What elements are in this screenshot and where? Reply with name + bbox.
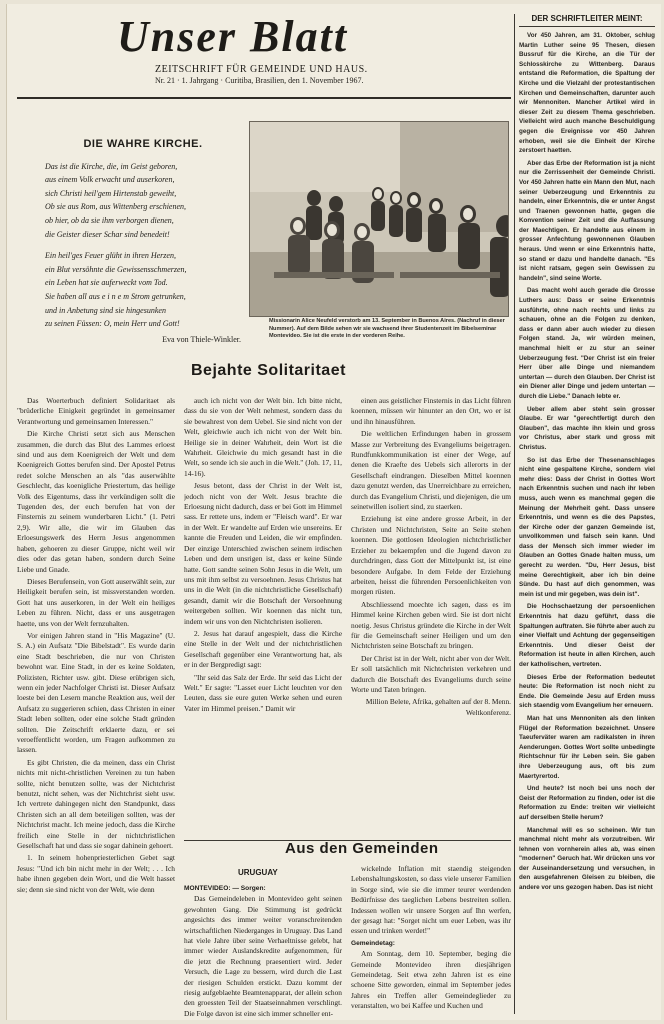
gemeinden-column-1 (184, 884, 342, 1020)
paragraph: Jesus betont, dass der Christ in der Welt ist, jedoch nicht von der Welt. Jesus brachte die Erloesung nicht dadurch, dass er bei Gott im Himmel sass. Er rettete uns, indem er "Fleisch ward". Er war in der Welt. Er wandelte auf Erden wie unsereins. Er kannte die Freuden und Leiden, die wir empfinden. Der einzige Unterschied zwischen seinem irdischen Leben und dem unsrigen ist, dass er keine Sünde hatte. Gott sandte seinen Sohn Jesus in die Welt, um uns mit ihm selbst zu versoehnen. Jesus Christus hat uns in die Welt (in die nichtchristliche Gesellschaft) gesandt, damit wir die Botschaft der Versoehnung weitergeben sollten. Wir koennen das nicht tun, indem wir uns von den Nichtchristen isolieren. (184, 481, 342, 626)
paragraph: Der Christ ist in der Welt, nicht aber von der Welt. Er soll tatsächlich mit Nichtchristen verkehren und dadurch die Botschaft des Evangeliums durch seine Worte und Taten bringen. (351, 653, 511, 694)
country-heading: URUGUAY (238, 868, 278, 877)
paragraph: 2. Jesus hat darauf angespielt, dass die Kirche eine Stelle in der Welt und der nichtchristlichen Gesellschaft gegenüber eine Verantwortung hat, als er in der Bergpredigt sagt: (184, 628, 342, 670)
paragraph: Das Woerterbuch definiert Solidaritaet als "brüderliche Einigkeit gegründet in gemeinsamer Verantwortung und gemeinsamen Interessen." (17, 396, 175, 426)
paragraph: Die weltlichen Erfindungen haben in grossem Masse zur Verbreitung des Evangeliums beigetragen. Rundfunkkommunikation ist einer der Wege, auf denen die Kraefte des Uebels sich allerorts in der Gesellschaft eindrangen. Dieselben Mittel koennen dazu genutzt werden, das Unerreichbare zu erreichen, durch das Evangelium Christi, und diejenigen, die um seinetwillen isoliert sind, zu staerken. (351, 429, 511, 512)
sidebar-paragraph: Vor 450 Jahren, am 31. Oktober, schlug Martin Luther seine 95 Thesen, diesen Bussruf für die Kirche, an die Tür der Schlosskirche zu Wittenberg. Daraus entstand die Reformation, die Spaltung der Kirche und die Vielzahl der protestantischen Kirchen und Gemeinschaften, darunter auch wir Mennoniten. Mancher Artikel wird in dieser Zeit zu diesem Thema geschrieben. Vielleicht wird auch manche Beschuldigung gegen die Ereignisse vor 450 Jahren erhoben, weil sie die Einheit der Kirche zerstoert haetten. (519, 32, 655, 155)
poem-line: ein Blut versöhnte die Gewissensschmerzen, (45, 264, 187, 274)
sidebar-paragraph: Das macht wohl auch gerade die Grosse Luthers aus: Dass er seine Erkenntnis ausführte, ohne nach rechts und links zu schauen, ohne an die Folgen zu denken, dass er dann aber auch wieder zu diesen Folgen stand. Ja, wir würden meinen, manchmal hielt er zu stur an seiner Ueberzeugung fest. "Der Christ ist ein freier Herr über alle Dinge und niemandem untertan — durch den Glauben. Der Christ ist ein Diener aller Dinge und jedem untertan — durch die Liebe." Danach lebte er. (519, 287, 655, 400)
editor-sidebar (519, 14, 655, 1018)
sidebar-title: DER SCHRIFTLEITER MEINT: (519, 14, 655, 27)
paragraph: auch ich nicht von der Welt bin. Ich bitte nicht, dass du sie von der Welt nehmest, sondern dass du sie bewahrest von dem Uebel. Sie sind nicht von der Welt, gleichwie auch ich nicht von der Welt bin. Heilige sie in deiner Wahrheit, dein Wort ist die Wahrheit. Gleichwie du mich gesandt hast in die Welt, so sende ich sie auch in die Welt." (Joh. 17, 11, 14-16). (184, 396, 342, 478)
article-title: Bejahte Solitaritaet (191, 362, 346, 379)
column-rule (514, 14, 515, 1014)
paragraph: wickelnde Inflation mit staendig steigenden Lebenshaltungskosten, so dass viele unserer Familien in Sorge sind, wie sie die immer teurer werdenden Bedürfnisse des taeglichen Lebens bestreiten sollen. Indessen wollen wir unsere Sorgen auf Ihn werfen, der gesagt hat: "Sorget nicht um euer Leben, was ihr essen und trinken werdet!" (351, 864, 511, 936)
poem-author: Eva von Thiele-Winkler. (162, 334, 241, 344)
poem-line: Das ist die Kirche, die, im Geist geboren, (45, 161, 178, 171)
gemeinden-column-2 (351, 864, 511, 1020)
article-column-1 (17, 396, 175, 1016)
poem-line: ein Leben hat sie auferweckt vom Tod. (45, 278, 168, 288)
photo-caption: Missionarin Alice Neufeld verstorb am 13. September in Buenos Aires. (Nachruf in dieser Nummer). Auf dem Bilde sehen wir sie wachsend ihrer Studentenzeit im Bibelseminar Montevideo. Sie ist die erste in der vorderen Reihe. (269, 318, 505, 340)
paragraph: Vor einigen Jahren stand in "His Magazine" (U. S. A.) ein Aufsatz "Die Bibelstadt". Es wurde darin eine Stadt beschrieben, die nur von Christen bewohnt war. Eine Stadt, in der es keine Soldaten, Polizisten, Richter usw. gibt. Diese erübrigen sich, wenn ein jeder Nachfolger Christi ist. Dieser Aufsatz loeste bei den Lesern manche Reaktion aus, weil der Aufsatz zu suggerieren schien, dass Christen in einer Stadt leben sollten, oder eine solche Stadt gründen sollten. Die Zeitschrift erklaerte dazu, er sei veroeffentlicht worden, um Fragen aufkommen zu lassen. (17, 630, 175, 755)
paragraph: Das Gemeindeleben in Montevideo geht seinen gewohnten Gang. Die Stimmung ist gedrückt angesichts des immer weiter voranschreitenden wirtschaftlichen Niederganges in Uruguay. Das Land hat viele Jahre über seine Verhaeltnisse gelebt, hat immer wieder Auslandskredite aufgenommen, für die jetzt die Rechnung praesentiert wird. Jeder Versuch, die Lage zu bessern, wird durch die Last der riesigen Schulden erstickt. Dazu kommt der riesig aufgeblaehte Beamtenapparat, der allein schon den groessten Teil der Staatseinnahmen verschlingt. Die Folge davon ist eine sich immer schneller ent- (184, 894, 342, 1018)
masthead-rule (17, 97, 511, 99)
poem-title: DIE WAHRE KIRCHE. (83, 138, 203, 150)
sidebar-paragraph: Ueber allem aber steht sein grosser Glaube. Er war "gerechtfertigt durch den Glauben", das machte ihn klein und gross vor Christus, aber stark und gross mit Christus. (519, 405, 655, 451)
sidebar-paragraph: Und heute? Ist noch bei uns noch der Geist der Reformation zu finden, oder ist die Reformation zu Ende: treiten wir vielleicht auf derselben Stelle herum? (519, 785, 655, 821)
poem-line: Ob sie aus Rom, aus Wittenberg erschienen, (45, 202, 187, 212)
newspaper-subtitle: ZEITSCHRIFT FÜR GEMEINDE UND HAUS. (155, 64, 368, 75)
poem-line: aus einem Volk erwacht und auserkoren, (45, 175, 175, 185)
sidebar-paragraph: So ist das Erbe der Thesenanschlages nicht eine gespaltene Kirche, sondern viel mehr dies: Dass der Christ in Gottes Wort nach Erkenntnis suchen und nach ihr leben muss, auch wenn es manchmal gegen die Meinung der Mehrheit geht. Dass unsere Erkenntnis, und wenn es die des Papstes, der Kirche oder der ganzen Gemeinde ist, unvollkommen und falsch sein kann. Und dass der Mensch sich immer wieder im Glauben an Gottes Gnade halten muss, um gerecht zu werden. "Du, Herr Jesus, bist meine Gerechtigkeit, aber ich bin deine Sünde. Du hast auf dich genommen, was mein ist und mir gegeben, was dein ist". (519, 456, 655, 598)
sidebar-paragraph: Die Hochschaetzung der persoenlichen Erkenntnis hat dazu geführt, dass die Spaltungen auftraten. Sie führte aber auch zu einer Vielfalt und Achtung der gegenseitigen Erkenntnis. Und dieser Geist der Reformation ist heute in allen Kirchen, auch der katholischen, vertreten. (519, 603, 655, 668)
issue-info: Nr. 21 · 1. Jahrgang · Curitiba, Brasilien, den 1. November 1967. (155, 76, 364, 85)
paragraph: Abschliessend moechte ich sagen, dass es im Himmel keine Kirchen geben wird. Sie ist dort nicht noetig. Jesus Christus gründete die Kirche in der Welt für die Gemeinschaft seiner Heiligen und um den Nichtchristen seine Botschaft zu bringen. (351, 599, 511, 651)
paragraph: Dieses Berufensein, von Gott auserwählt sein, zur Heiligkeit berufen sein, ist missverstanden worden. Gott hat uns auserkoren, in der Welt ein heiliges Leben zu führen. Nicht, dass er uns ausgetragen haette, uns von der Welt fernzuhalten. (17, 576, 175, 628)
poem-line: Sie haben all aus e i n e m Strom getrunken, (45, 291, 186, 301)
article-column-3 (351, 396, 511, 794)
article-signature: Million Belete, Afrika, gehalten auf der 8. Menn. Weltkonferenz. (365, 697, 511, 717)
poem-line: Ein heil'ges Feuer glüht in ihren Herzen, (45, 251, 176, 261)
newspaper-page (6, 4, 661, 1020)
group-photo (249, 121, 509, 317)
poem-line: ob hier, ob da sie ihm verborgen dienen, (45, 215, 174, 225)
poem-line: die Geister dieser Schar sind benedeit! (45, 229, 170, 239)
masthead (117, 10, 417, 86)
paragraph: Am Sonntag, dem 10. September, beging die Gemeinde Montevideo ihren diesjährigen Gemeindetag. Seit etwa zehn Jahren ist es eine schoene Sitte geworden, einmal im September jedes Jahres ein Treffen aller Gemeindeglieder zu veranstalten, wo bei Kaffee und Kuchen und (351, 949, 511, 1011)
sub-label: Gemeindetag: (351, 939, 395, 947)
poem-block (45, 138, 241, 346)
article-column-2 (184, 396, 342, 794)
sidebar-paragraph: Man hat uns Mennoniten als den linken Flügel der Reformation bezeichnet. Unsere Taeuferväter waren am radikalsten in ihren Aenderungen. Gottes Wort sollte unbedingte Richtschnur für ihr Leben sein. Sie gaben ihre Ueberzeugung aus, oft bis zum Maertyrertod. (519, 714, 655, 780)
paragraph: Die Kirche Christi setzt sich aus Menschen zusammen, die durch das Blut des Lammes erloest sind und aus dem Koenigreich der Welt und dem Koenigreich Gottes berufen sind. Der Apostel Petrus redet solche Menschen an als "das auserwählte Geschlecht, das koenigliche Priestertum, das heilige Volk des Eigentums, dass ihr verkündigen sollt die Tugenden des, der euch berufen hat von der Finsternis zu seinem wunderbaren Licht." (1. Petri 2,9). Wir alle, die wir im Glauben das Erloesungswerk des Herrn Jesus angenommen haben, gehoeren zu dieser Gruppe, nicht weil wir dies oder das getan haben, sondern durch Seine Liebe und Gnade. (17, 429, 175, 574)
sidebar-paragraph: Dieses Erbe der Reformation bedeutet heute: Die Reformation ist noch nicht zu Ende. Die Gemeinde Jesu auf Erden muss sich staendig vom Evangelium her erneuern. (519, 673, 655, 710)
group-photo-image (250, 122, 508, 316)
paragraph: "Ihr seid das Salz der Erde. Ihr seid das Licht der Welt." Er sagte: "Lasset euer Licht leuchten vor den Leuten, dass sie eure guten Werke sehen und euren Vater im Himmel preisen." Damit wir (184, 672, 342, 713)
poem-line: und in Anbetung sind sie hingesunken (45, 305, 166, 315)
main-area (17, 4, 511, 1020)
sidebar-paragraph: Manchmal will es so scheinen. Wir tun manchmal nicht mehr als vorzutreiben. Wir lehnen von vornherein alles ab, was einen "modernen" Geruch hat. Wir drücken uns vor der Auseinandersetzung und versuchen, in den ausgefahrenen Gleisen zu bleiben, die andere vor uns gezogen haben. Das ist nicht (519, 826, 655, 892)
paragraph: Erziehung ist eine andere grosse Arbeit, in der Christen und Nichtchristen, Seite an Seite stehen koennen. Die gottlosen Ideologien nichtchristlicher Erzieher zu bekaempfen und die Jugend davon zu durchdringen, dass Gott der Mittelpunkt ist, ist eine besondere Aufgabe. In dem Felde der Erziehung arbeiten, heisst die führenden Persoenlichkeiten von morgen rüsten. (351, 514, 511, 597)
poem-line: zu seinen Füssen: O, mein Herr und Gott! (45, 319, 180, 329)
paragraph: Es gibt Christen, die da meinen, dass ein Christ nichts mit nicht-christlichen Vereinen zu tun haben sollte, nicht benutzen sollte, was der Nichtchrist benutzt, nicht sehen, was der Nichtchrist sieht usw. Ich vertrete dahingegen nicht den Standpunkt, dass Christen sich an all dem beteiligen sollten, was der Nichtchrist macht. Ich meine jedoch, dass die Kirche freilich eine Stelle in der nichtchristlichen Gesellschaft hat und dass sie sogar dahinein gehoert. (17, 757, 175, 851)
place-label: MONTEVIDEO: — Sorgen: (184, 885, 266, 892)
section-title: Aus den Gemeinden (285, 840, 439, 857)
paragraph: 1. In seinem hohenpriesterlichen Gebet sagt Jesus: "Und ich bin nicht mehr in der Welt; . . . Ich habe ihnen gegeben dein Wort, und die Welt hasset sie; denn sie sind nicht von der Welt, wie denn (17, 853, 175, 894)
newspaper-title: Unser Blatt (117, 12, 349, 61)
sidebar-paragraph: Aber das Erbe der Reformation ist ja nicht nur die Zerrissenheit der Gemeinde Christi. Vor 450 Jahren hatte ein Mann den Mut, nach seiner Ueberzeugung und Erkenntnis zu handeln, einer Erkenntnis, die er unter Angst und Traenen gewonnen hatte, gegen die Konvention seiner Zeit und die Auffassung der Maechtigen. Er handelte aus einem in grosser Anfechtung gewonnenen Glauben heraus. Und wenn er eine Erkenntnis hatte, so stand er dazu und handelte danach. "Es ist nicht ratsam, gegen sein Gewissen zu handeln", sind seine Worte. (519, 159, 655, 282)
paragraph: einen aus geistlicher Finsternis in das Licht führen koennen, müssen wir hinunter an den Ort, wo er ist und ihn hinausführen. (351, 396, 511, 426)
poem-line: sich Christi heil'gem Hirtenstab geweiht, (45, 188, 177, 198)
